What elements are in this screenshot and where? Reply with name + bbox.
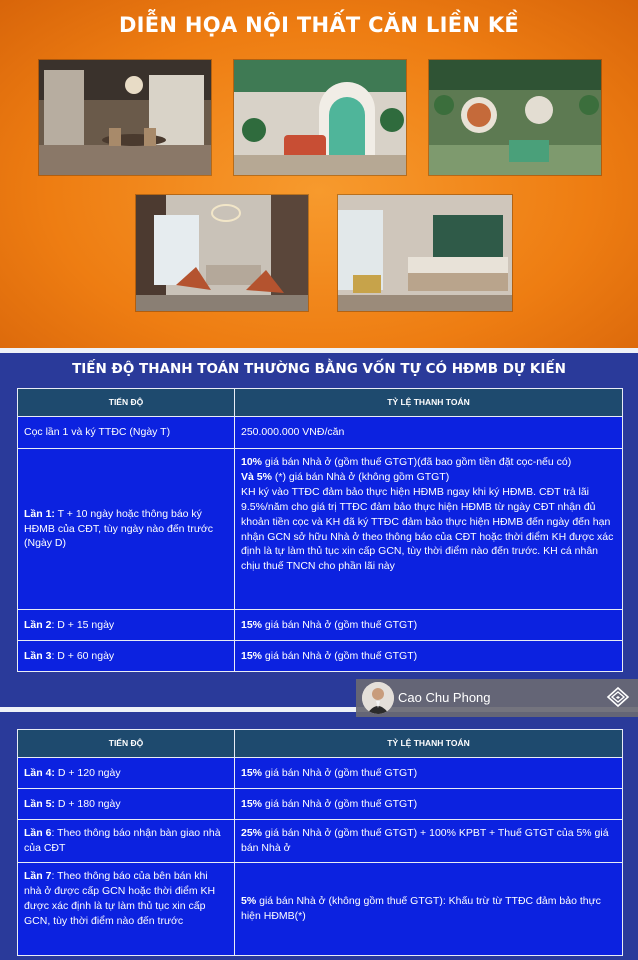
author-name: Cao Chu Phong <box>398 690 491 705</box>
stage-text: D + 120 ngày <box>54 766 121 779</box>
payment-table <box>17 388 623 672</box>
rate-percent: 15% <box>241 618 263 631</box>
rate-cell <box>235 758 623 789</box>
stage-text: : D + 15 ngày <box>51 618 115 631</box>
rate-cell <box>235 789 623 820</box>
rate-percent: Và 5% <box>241 470 272 483</box>
rate-note: KH ký vào TTĐC đảm bảo thực hiện HĐMB ngay khi ký HĐMB. CĐT trả lãi 9.5%/năm cho giá trị TTĐC đảm bảo thực hiện HĐMB từ ngày CĐT nhận đủ khoản tiền cọc và KH đã ký TTĐC đảm bảo thực hiện HĐMB đến ngày đến hạn nhận GCN sở hữu Nhà ở theo thông báo của CĐT hoặc thời điểm KH được xác định là tự làm thủ tục xin cấp GCN, tùy thời điểm nào đến trước. KH cá nhân chịu thuế TNCN cho phần lãi này <box>241 485 614 573</box>
stage-cell <box>18 449 235 610</box>
rate-percent: 15% <box>241 649 263 662</box>
rate-percent: 15% <box>241 797 263 810</box>
stage-cell <box>18 610 235 641</box>
table-row <box>18 417 623 449</box>
table-header-row <box>18 389 623 417</box>
rate-text: giá bán Nhà ở (gồm thuế GTGT) <box>262 766 418 779</box>
table-row <box>18 449 623 610</box>
rate-percent: 15% <box>241 766 263 779</box>
stage-label: Lần 2 <box>24 618 52 631</box>
table-row <box>18 610 623 641</box>
stage-label: Lần 6 <box>24 827 52 840</box>
table-row <box>18 758 623 789</box>
table-row <box>18 820 623 863</box>
column-header-stage: TIẾN ĐỘ <box>18 730 235 758</box>
rate-text: giá bán Nhà ở (không gồm thuế GTGT): Khấu trừ từ TTĐC đảm bảo thực hiện HĐMB(*) <box>241 895 601 922</box>
stage-text: D + 180 ngày <box>54 797 121 810</box>
rate-text: giá bán Nhà ở (gồm thuế GTGT) <box>262 649 418 662</box>
table-header-row <box>18 730 623 758</box>
payment-title: TIẾN ĐỘ THANH TOÁN THƯỜNG BẰNG VỐN TỰ CÓ HĐMB DỰ KIẾN <box>72 361 566 377</box>
rate-percent: 25% <box>241 827 263 840</box>
column-header-rate: TỶ LỆ THANH TOÁN <box>235 389 623 417</box>
rate-text: giá bán Nhà ở (gồm thuế GTGT) <box>262 618 418 631</box>
rate-percent: 5% <box>241 895 257 908</box>
stage-text: : D + 60 ngày <box>51 649 115 662</box>
interior-render-section <box>0 0 638 348</box>
rate-text: (*) giá bán Nhà ở (không gồm GTGT) <box>271 470 450 483</box>
section-title: DIỄN HỌA NỘI THẤT CĂN LIỀN KỀ <box>118 13 520 37</box>
stage-text: : Theo thông báo nhận bàn giao nhà của CĐT <box>24 827 221 854</box>
rate-percent: 10% <box>241 456 263 468</box>
rate-text: giá bán Nhà ở (gồm thuế GTGT)(đã bao gồm tiền đặt cọc-nếu có) <box>262 456 572 468</box>
rate-cell <box>235 641 623 672</box>
stage-text: : Theo thông báo của bên bán khi nhà ở được cấp GCN hoặc thời điểm KH được xác định là tự làm thủ tục xin cấp GCN, tùy thời điểm nào đến trước <box>24 870 216 927</box>
living-room-render[interactable] <box>135 194 309 312</box>
stage-label: Lần 1: <box>24 507 55 520</box>
stage-cell <box>18 641 235 672</box>
rate-cell <box>235 820 623 863</box>
rate-cell: 250.000.000 VNĐ/căn <box>235 417 623 449</box>
author-badge[interactable] <box>356 679 638 717</box>
brand-logo-icon <box>606 686 630 710</box>
user-avatar[interactable] <box>362 682 394 714</box>
rate-text: giá bán Nhà ở (gồm thuế GTGT) <box>262 797 418 810</box>
stage-cell <box>18 789 235 820</box>
stage-label: Lần 4: <box>24 766 55 779</box>
column-header-rate: TỶ LỆ THANH TOÁN <box>235 730 623 758</box>
stage-text: T + 10 ngày hoặc thông báo ký HĐMB của CĐT, tùy ngày nào đến trước (Ngày D) <box>24 507 213 550</box>
rate-text: giá bán Nhà ở (gồm thuế GTGT) + 100% KPBT + Thuế GTGT của 5% giá bán Nhà ở <box>241 827 609 854</box>
green-cafe-render[interactable] <box>428 59 602 176</box>
column-header-stage: TIẾN ĐỘ <box>18 389 235 417</box>
stage-cell <box>18 820 235 863</box>
stage-cell <box>18 863 235 956</box>
table-row <box>18 789 623 820</box>
rate-cell <box>235 449 623 610</box>
bedroom-render[interactable] <box>337 194 513 312</box>
stage-cell <box>18 758 235 789</box>
green-lounge-render[interactable] <box>233 59 407 176</box>
table-row <box>18 863 623 956</box>
stage-label: Lần 5: <box>24 797 55 810</box>
payment-schedule-continued <box>0 712 638 960</box>
stage-cell: Cọc lần 1 và ký TTĐC (Ngày T) <box>18 417 235 449</box>
rate-cell <box>235 863 623 956</box>
kitchen-dining-render[interactable] <box>38 59 212 176</box>
payment-table-continued <box>17 729 623 956</box>
stage-label: Lần 3 <box>24 649 52 662</box>
table-row <box>18 641 623 672</box>
rate-cell <box>235 610 623 641</box>
stage-label: Lần 7 <box>24 870 52 882</box>
payment-schedule-section <box>0 353 638 709</box>
